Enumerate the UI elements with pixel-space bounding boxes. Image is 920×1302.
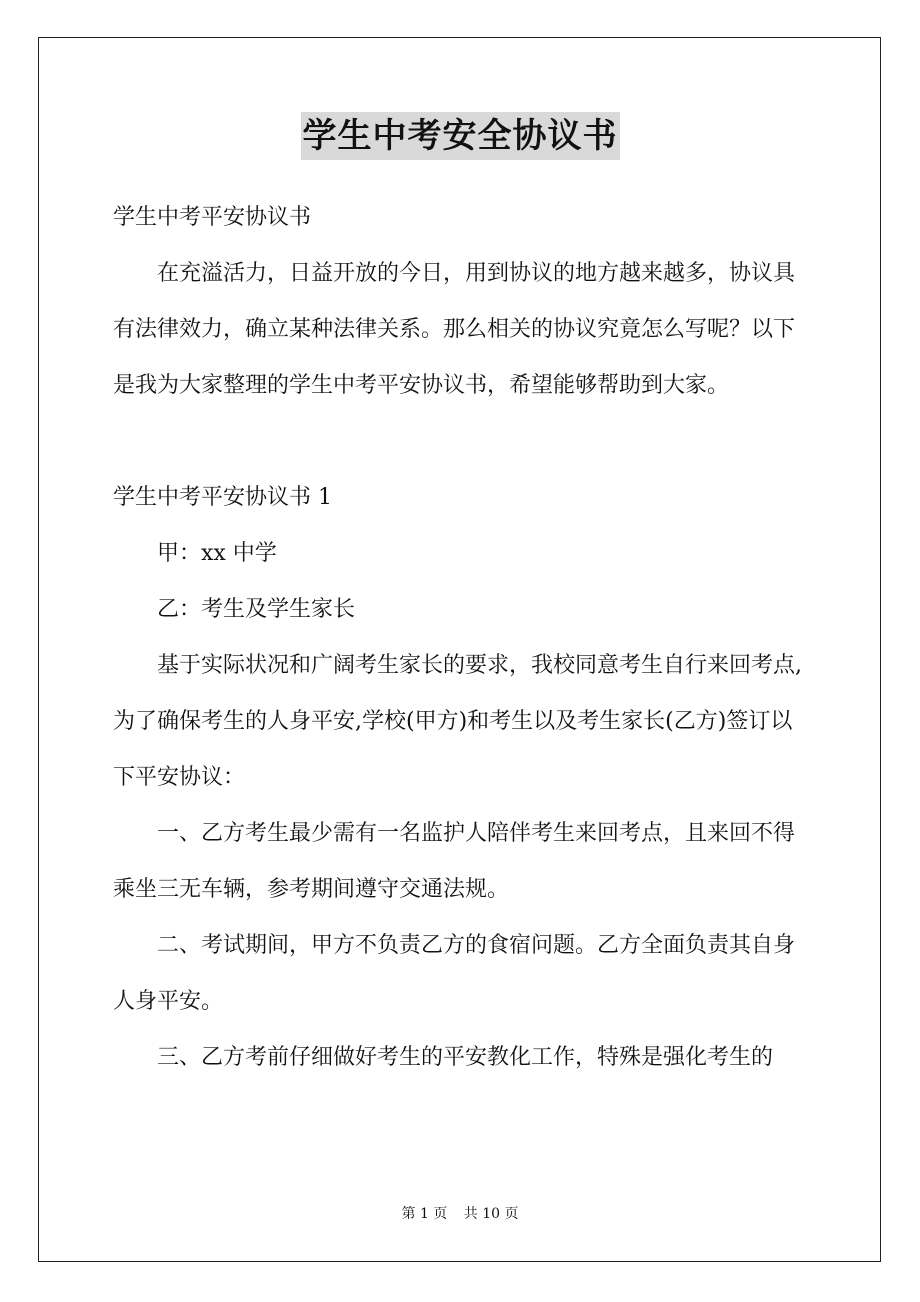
party-b-line: 乙：考生及学生家长 [157,597,356,622]
clause-3: 三、乙方考前仔细做好考生的平安教化工作，特殊是强化考生的 [157,1045,774,1070]
document-title: 学生中考安全协议书 [301,112,620,160]
party-a-line: 甲：xx 中学 [157,541,277,566]
document-body [113,190,813,1086]
preamble-paragraph: 基于实际状况和广阔考生家长的要求，我校同意考生自行来回考点,为了确保考生的人身平安,学校(甲方)和考生以及考生家长(乙方)签订以下平安协议： [113,653,802,790]
clause-1: 一、乙方考生最少需有一名监护人陪伴考生来回考点，且来回不得乘坐三无车辆，参考期间遵守交通法规。 [113,821,796,902]
subtitle: 学生中考平安协议书 [113,205,312,230]
section-heading: 学生中考平安协议书 1 [113,485,332,510]
paragraph-gap [113,414,813,470]
title-container [0,112,920,160]
clause-2: 二、考试期间，甲方不负责乙方的食宿问题。乙方全面负责其自身人身平安。 [113,933,796,1014]
intro-paragraph: 在充溢活力，日益开放的今日，用到协议的地方越来越多，协议具有法律效力，确立某种法律关系。那么相关的协议究竟怎么写呢？以下是我为大家整理的学生中考平安协议书，希望能够帮助到大家。 [113,261,796,398]
page-footer [0,1203,920,1223]
page-number-total: 共 10 页 [463,1206,519,1222]
page-number-current: 第 1 页 [401,1206,448,1222]
